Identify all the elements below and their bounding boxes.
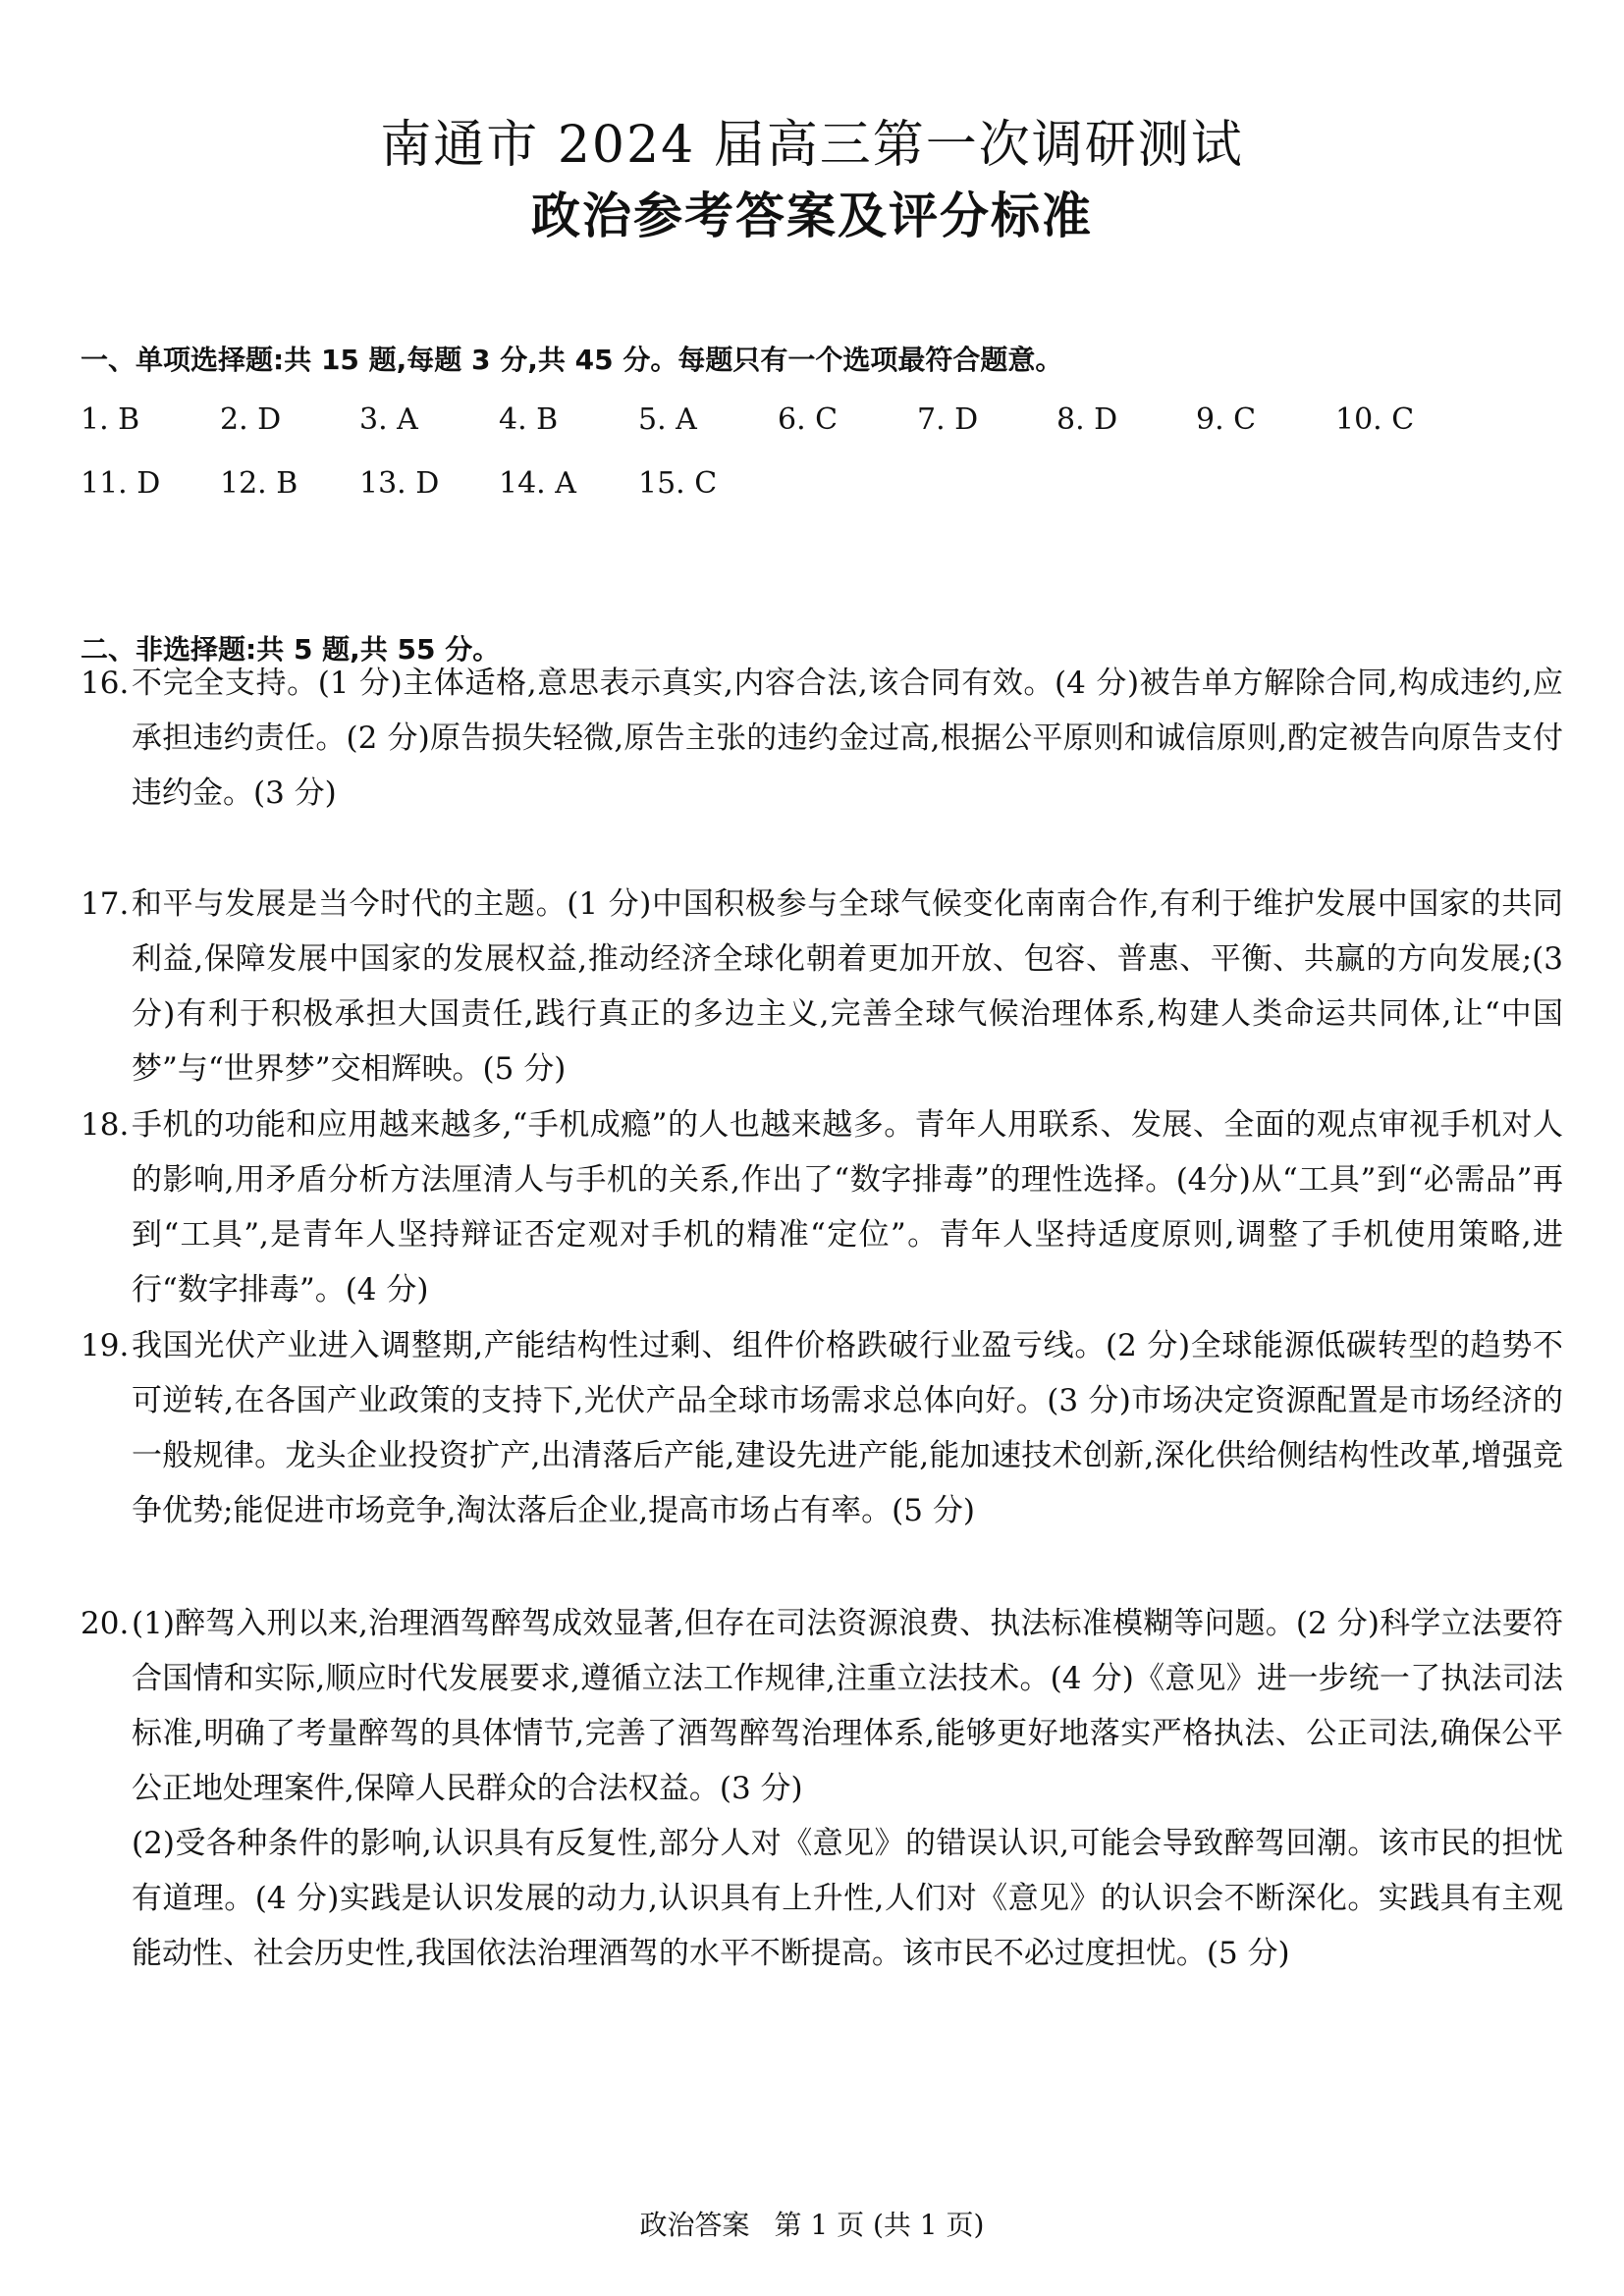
answer-text: 不完全支持。(1 分)主体适格,意思表示真实,内容合法,该合同有效。(4 分)被告单方解除合同,构成违约,应承担违约责任。(2 分)原告损失轻微,原告主张的违约金过高,根据公平原则和诚信原则,酌定被告向原告支付违约金。(3 分)	[132, 666, 1563, 811]
answer-text-part-1: (1)醉驾入刑以来,治理酒驾醉驾成效显著,但存在司法资源浪费、执法标准模糊等问题。(2 分)科学立法要符合国情和实际,顺应时代发展要求,遵循立法工作规律,注重立法技术。(4 分)《意见》进一步统一了执法司法标准,明确了考量醉驾的具体情节,完善了酒驾醉驾治理体系,能够更好地落实严格执法、公正司法,确保公平公正地处理案件,保障人民群众的合法权益。(3 分)	[132, 1606, 1563, 1806]
answer-item: 1. B	[81, 402, 140, 437]
answer-item: 7. D	[917, 402, 979, 437]
answer-item: 6. C	[778, 402, 839, 437]
answer-item: 8. D	[1056, 402, 1118, 437]
answer-item: 15. C	[638, 466, 718, 501]
answer-text: 和平与发展是当今时代的主题。(1 分)中国积极参与全球气候变化南南合作,有利于维护发展中国家的共同利益,保障发展中国家的发展权益,推动经济全球化朝着更加开放、包容、普惠、平衡、共赢的方向发展;(3 分)有利于积极承担大国责任,践行真正的多边主义,完善全球气候治理体系,构建人类命运共同体,让“中国梦”与“世界梦”交相辉映。(5 分)	[132, 886, 1563, 1087]
question-18	[81, 1097, 1563, 1317]
answer-item: 2. D	[220, 402, 282, 437]
section-heading-essay: 二、非选择题:共 5 题,共 55 分。	[81, 633, 501, 666]
footer-page-number: 第 1 页 (共 1 页)	[774, 2209, 985, 2241]
answer-item: 11. D	[81, 466, 161, 501]
footer-subject: 政治答案	[639, 2209, 750, 2241]
answer-text: 我国光伏产业进入调整期,产能结构性过剩、组件价格跌破行业盈亏线。(2 分)全球能源低碳转型的趋势不可逆转,在各国产业政策的支持下,光伏产品全球市场需求总体向好。(3 分)市场决定资源配置是市场经济的一般规律。龙头企业投资扩产,出清落后产能,建设先进产能,能加速技术创新,深化供给侧结构性改革,增强竞争优势;能促进市场竞争,淘汰落后企业,提高市场占有率。(5 分)	[132, 1328, 1563, 1528]
question-number: 16.	[81, 666, 130, 701]
question-19	[81, 1318, 1563, 1538]
answer-text-part-2: (2)受各种条件的影响,认识具有反复性,部分人对《意见》的错误认识,可能会导致醉驾回潮。该市民的担忧有道理。(4 分)实践是认识发展的动力,认识具有上升性,人们对《意见》的认识会不断深化。实践具有主观能动性、社会历史性,我国依法治理酒驾的水平不断提高。该市民不必过度担忧。(5 分)	[132, 1826, 1563, 1971]
page-footer	[0, 2204, 1624, 2243]
question-number: 17.	[81, 886, 130, 922]
page-title: 南通市 2024 届高三第一次调研测试	[380, 116, 1244, 175]
question-number: 20.	[81, 1606, 130, 1641]
answer-item: 14. A	[499, 466, 576, 501]
answer-item: 5. A	[638, 402, 697, 437]
answer-text: 手机的功能和应用越来越多,“手机成瘾”的人也越来越多。青年人用联系、发展、全面的观点审视手机对人的影响,用矛盾分析方法厘清人与手机的关系,作出了“数字排毒”的理性选择。(4分)从“工具”到“必需品”再到“工具”,是青年人坚持辩证否定观对手机的精准“定位”。青年人坚持适度原则,调整了手机使用策略,进行“数字排毒”。(4 分)	[132, 1107, 1563, 1308]
page-subtitle: 政治参考答案及评分标准	[531, 187, 1093, 244]
answer-item: 13. D	[359, 466, 440, 501]
answer-item: 10. C	[1335, 402, 1415, 437]
section-heading-choice: 一、单项选择题:共 15 题,每题 3 分,共 45 分。每题只有一个选项最符合题意。	[81, 344, 1063, 376]
question-number: 18.	[81, 1107, 130, 1143]
answer-item: 9. C	[1196, 402, 1257, 437]
question-number: 19.	[81, 1328, 130, 1363]
question-16	[81, 656, 1563, 821]
question-17	[81, 877, 1563, 1096]
answer-item: 3. A	[359, 402, 418, 437]
answer-item: 4. B	[499, 402, 559, 437]
question-20	[81, 1596, 1563, 1981]
answer-item: 12. B	[220, 466, 298, 501]
